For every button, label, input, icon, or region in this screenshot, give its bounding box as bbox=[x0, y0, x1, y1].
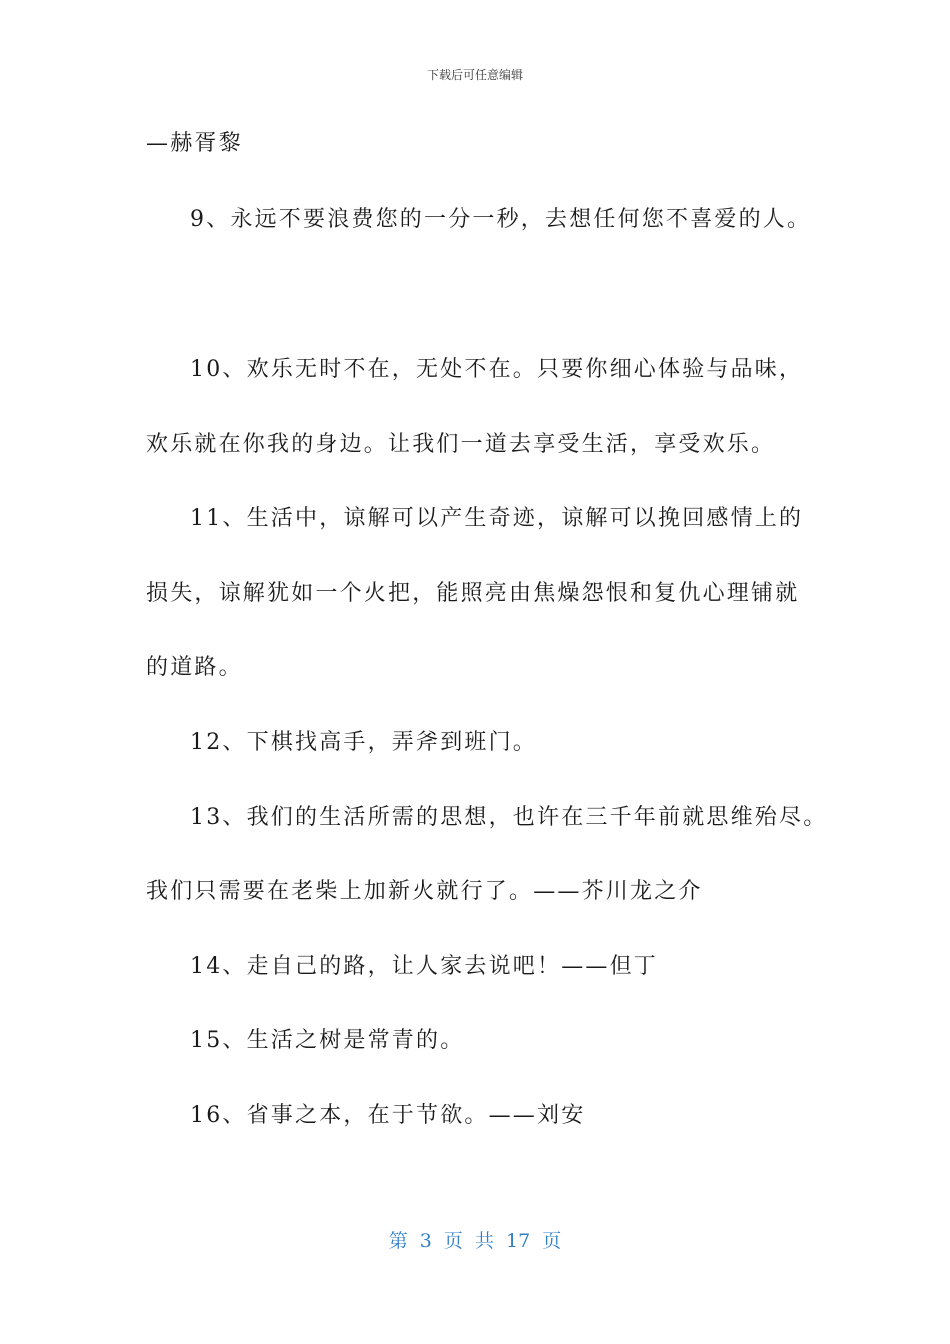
quote-13-line-2: 我们只需要在老柴上加新火就行了。——芥川龙之介 bbox=[146, 879, 703, 904]
quote-15: 15、生活之树是常青的。 bbox=[190, 1028, 465, 1053]
quote-12: 12、下棋找高手，弄斧到班门。 bbox=[190, 730, 537, 755]
quote-13-line-1: 13、我们的生活所需的思想，也许在三千年前就思维殆尽。 bbox=[190, 805, 828, 830]
page-header-note: 下载后可任意编辑 bbox=[426, 68, 523, 82]
quote-11-line-3: 的道路。 bbox=[146, 655, 243, 680]
quote-11-line-2: 损失，谅解犹如一个火把，能照亮由焦燥怨恨和复仇心理铺就 bbox=[146, 581, 800, 606]
attribution-line: —赫胥黎 bbox=[146, 131, 243, 156]
quote-14: 14、走自己的路，让人家去说吧！——但丁 bbox=[190, 954, 658, 979]
page-number-footer: 第 3 页 共 17 页 bbox=[388, 1230, 562, 1252]
quote-10-line-1: 10、欢乐无时不在，无处不在。只要你细心体验与品味， bbox=[190, 357, 804, 382]
quote-10-line-2: 欢乐就在你我的身边。让我们一道去享受生活，享受欢乐。 bbox=[146, 432, 776, 457]
quote-16: 16、省事之本，在于节欲。——刘安 bbox=[190, 1103, 586, 1128]
quote-11-line-1: 11、生活中，谅解可以产生奇迹，谅解可以挽回感情上的 bbox=[190, 506, 804, 531]
quote-9: 9、永远不要浪费您的一分一秒，去想任何您不喜爱的人。 bbox=[190, 207, 812, 232]
